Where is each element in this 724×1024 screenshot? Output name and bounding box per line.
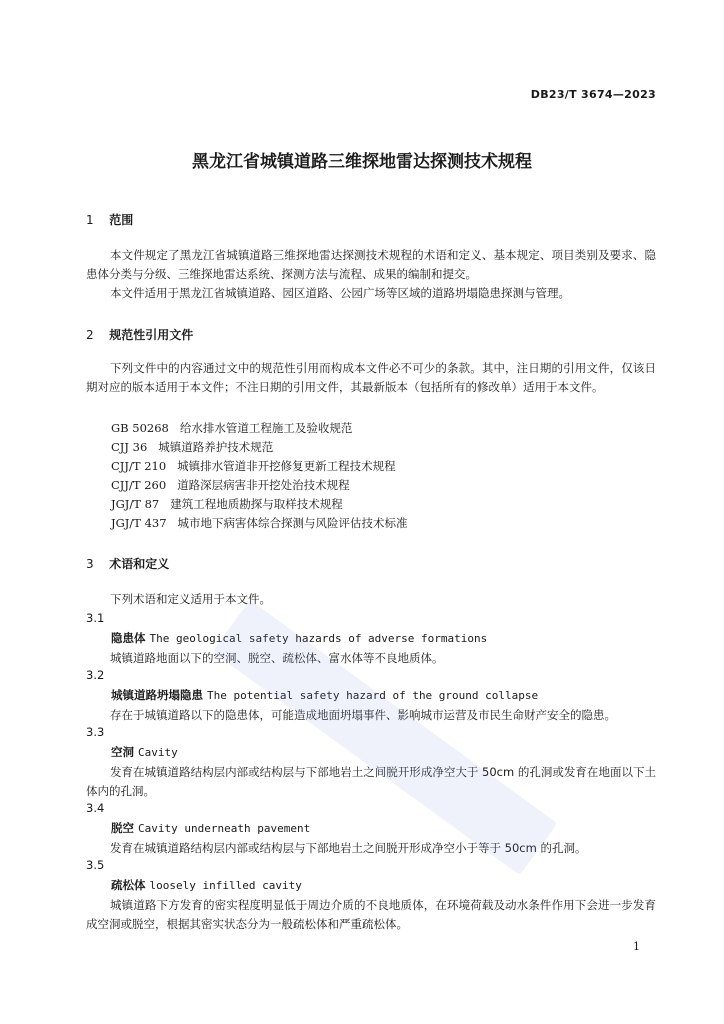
- reference-title: 城市地下病害体综合探测与风险评估技术标准: [177, 516, 408, 530]
- reference-code: CJJ/T 260: [111, 478, 167, 492]
- term-number: 3.5: [86, 858, 105, 872]
- reference-code: JGJ/T 437: [111, 516, 167, 530]
- term-number: 3.3: [86, 725, 105, 739]
- term-chinese: 城镇道路坍塌隐患: [111, 688, 203, 702]
- standard-number: DB23/T 3674—2023: [530, 88, 656, 101]
- term-english: loosely infilled cavity: [149, 879, 302, 892]
- term-definition: 发育在城镇道路结构层内部或结构层与下部地岩土之间脱开形成净空大于 50cm 的孔洞或发育在地面以下土体内的孔洞。: [86, 765, 656, 798]
- term-chinese: 疏松体: [111, 878, 146, 892]
- section-title: 范围: [109, 213, 134, 227]
- section-2-heading: [86, 326, 193, 343]
- term-chinese: 空洞: [111, 745, 134, 759]
- term-definition: 发育在城镇道路结构层内部或结构层与下部地岩土之间脱开形成净空小于等于 50cm 的孔洞。: [110, 841, 587, 855]
- reference-code: JGJ/T 87: [111, 497, 160, 511]
- section-title: 规范性引用文件: [109, 328, 194, 342]
- section-3-heading: [86, 555, 169, 572]
- section-number: 2: [86, 328, 94, 342]
- reference-title: 给水排水管道工程施工及验收规范: [179, 421, 353, 435]
- scope-paragraph-1: 本文件规定了黑龙江省城镇道路三维探地雷达探测技术规程的术语和定义、基本规定、项目类别及要求、隐患体分类与分级、三维探地雷达系统、探测方法与流程、成果的编制和提交。: [86, 248, 656, 281]
- reference-title: 道路深层病害非开挖处治技术规程: [177, 478, 350, 492]
- term-definition: 城镇道路下方发育的密实程度明显低于周边介质的不良地质体，在环境荷载及动水条件作用下会进一步发育成空洞或脱空，根据其密实状态分为一般疏松体和严重疏松体。: [86, 898, 656, 931]
- section-title: 术语和定义: [109, 557, 170, 571]
- reference-item: [111, 439, 273, 455]
- section-number: 3: [86, 557, 94, 571]
- reference-code: CJJ 36: [111, 440, 148, 454]
- normative-intro-paragraph: 下列文件中的内容通过文中的规范性引用而构成本文件必不可少的条款。其中，注日期的引用文件，仅该日期对应的版本适用于本文件；不注日期的引用文件，其最新版本（包括所有的修改单）适用于本文件。: [86, 361, 656, 394]
- reference-item: [111, 458, 396, 474]
- section-number: 1: [86, 213, 94, 227]
- reference-item: [111, 515, 408, 531]
- reference-item: [111, 420, 352, 436]
- terms-intro-paragraph: 下列术语和定义适用于本文件。: [110, 592, 271, 606]
- document-title: 黑龙江省城镇道路三维探地雷达探测技术规程: [192, 152, 532, 172]
- scope-paragraph-2: 本文件适用于黑龙江省城镇道路、园区道路、公园广场等区域的道路坍塌隐患探测与管理。: [110, 286, 570, 300]
- page-number: 1: [633, 940, 640, 953]
- section-1-heading: [86, 211, 133, 228]
- reference-code: CJJ/T 210: [111, 459, 167, 473]
- term-english: The geological safety hazards of adverse formations: [149, 632, 488, 645]
- reference-item: [111, 477, 350, 493]
- reference-item: [111, 496, 343, 512]
- term-chinese: 脱空: [111, 821, 134, 835]
- term-heading: [111, 877, 302, 893]
- term-english: Cavity underneath pavement: [138, 822, 311, 835]
- term-heading: [111, 820, 310, 836]
- term-heading: [111, 744, 178, 760]
- term-english: Cavity: [138, 746, 178, 759]
- term-chinese: 隐患体: [111, 631, 146, 645]
- reference-title: 建筑工程地质勘探与取样技术规程: [170, 497, 343, 511]
- term-definition: 城镇道路地面以下的空洞、脱空、疏松体、富水体等不良地质体。: [110, 651, 444, 665]
- term-number: 3.4: [86, 801, 105, 815]
- reference-code: GB 50268: [111, 421, 169, 435]
- reference-title: 城镇排水管道非开挖修复更新工程技术规程: [177, 459, 396, 473]
- term-definition: 存在于城镇道路以下的隐患体，可能造成地面坍塌事件、影响城市运营及市民生命财产安全的隐患。: [110, 708, 616, 722]
- term-number: 3.1: [86, 611, 105, 625]
- term-number: 3.2: [86, 668, 105, 682]
- term-english: The potential safety hazard of the ground collapse: [207, 689, 539, 702]
- reference-title: 城镇道路养护技术规范: [158, 440, 274, 454]
